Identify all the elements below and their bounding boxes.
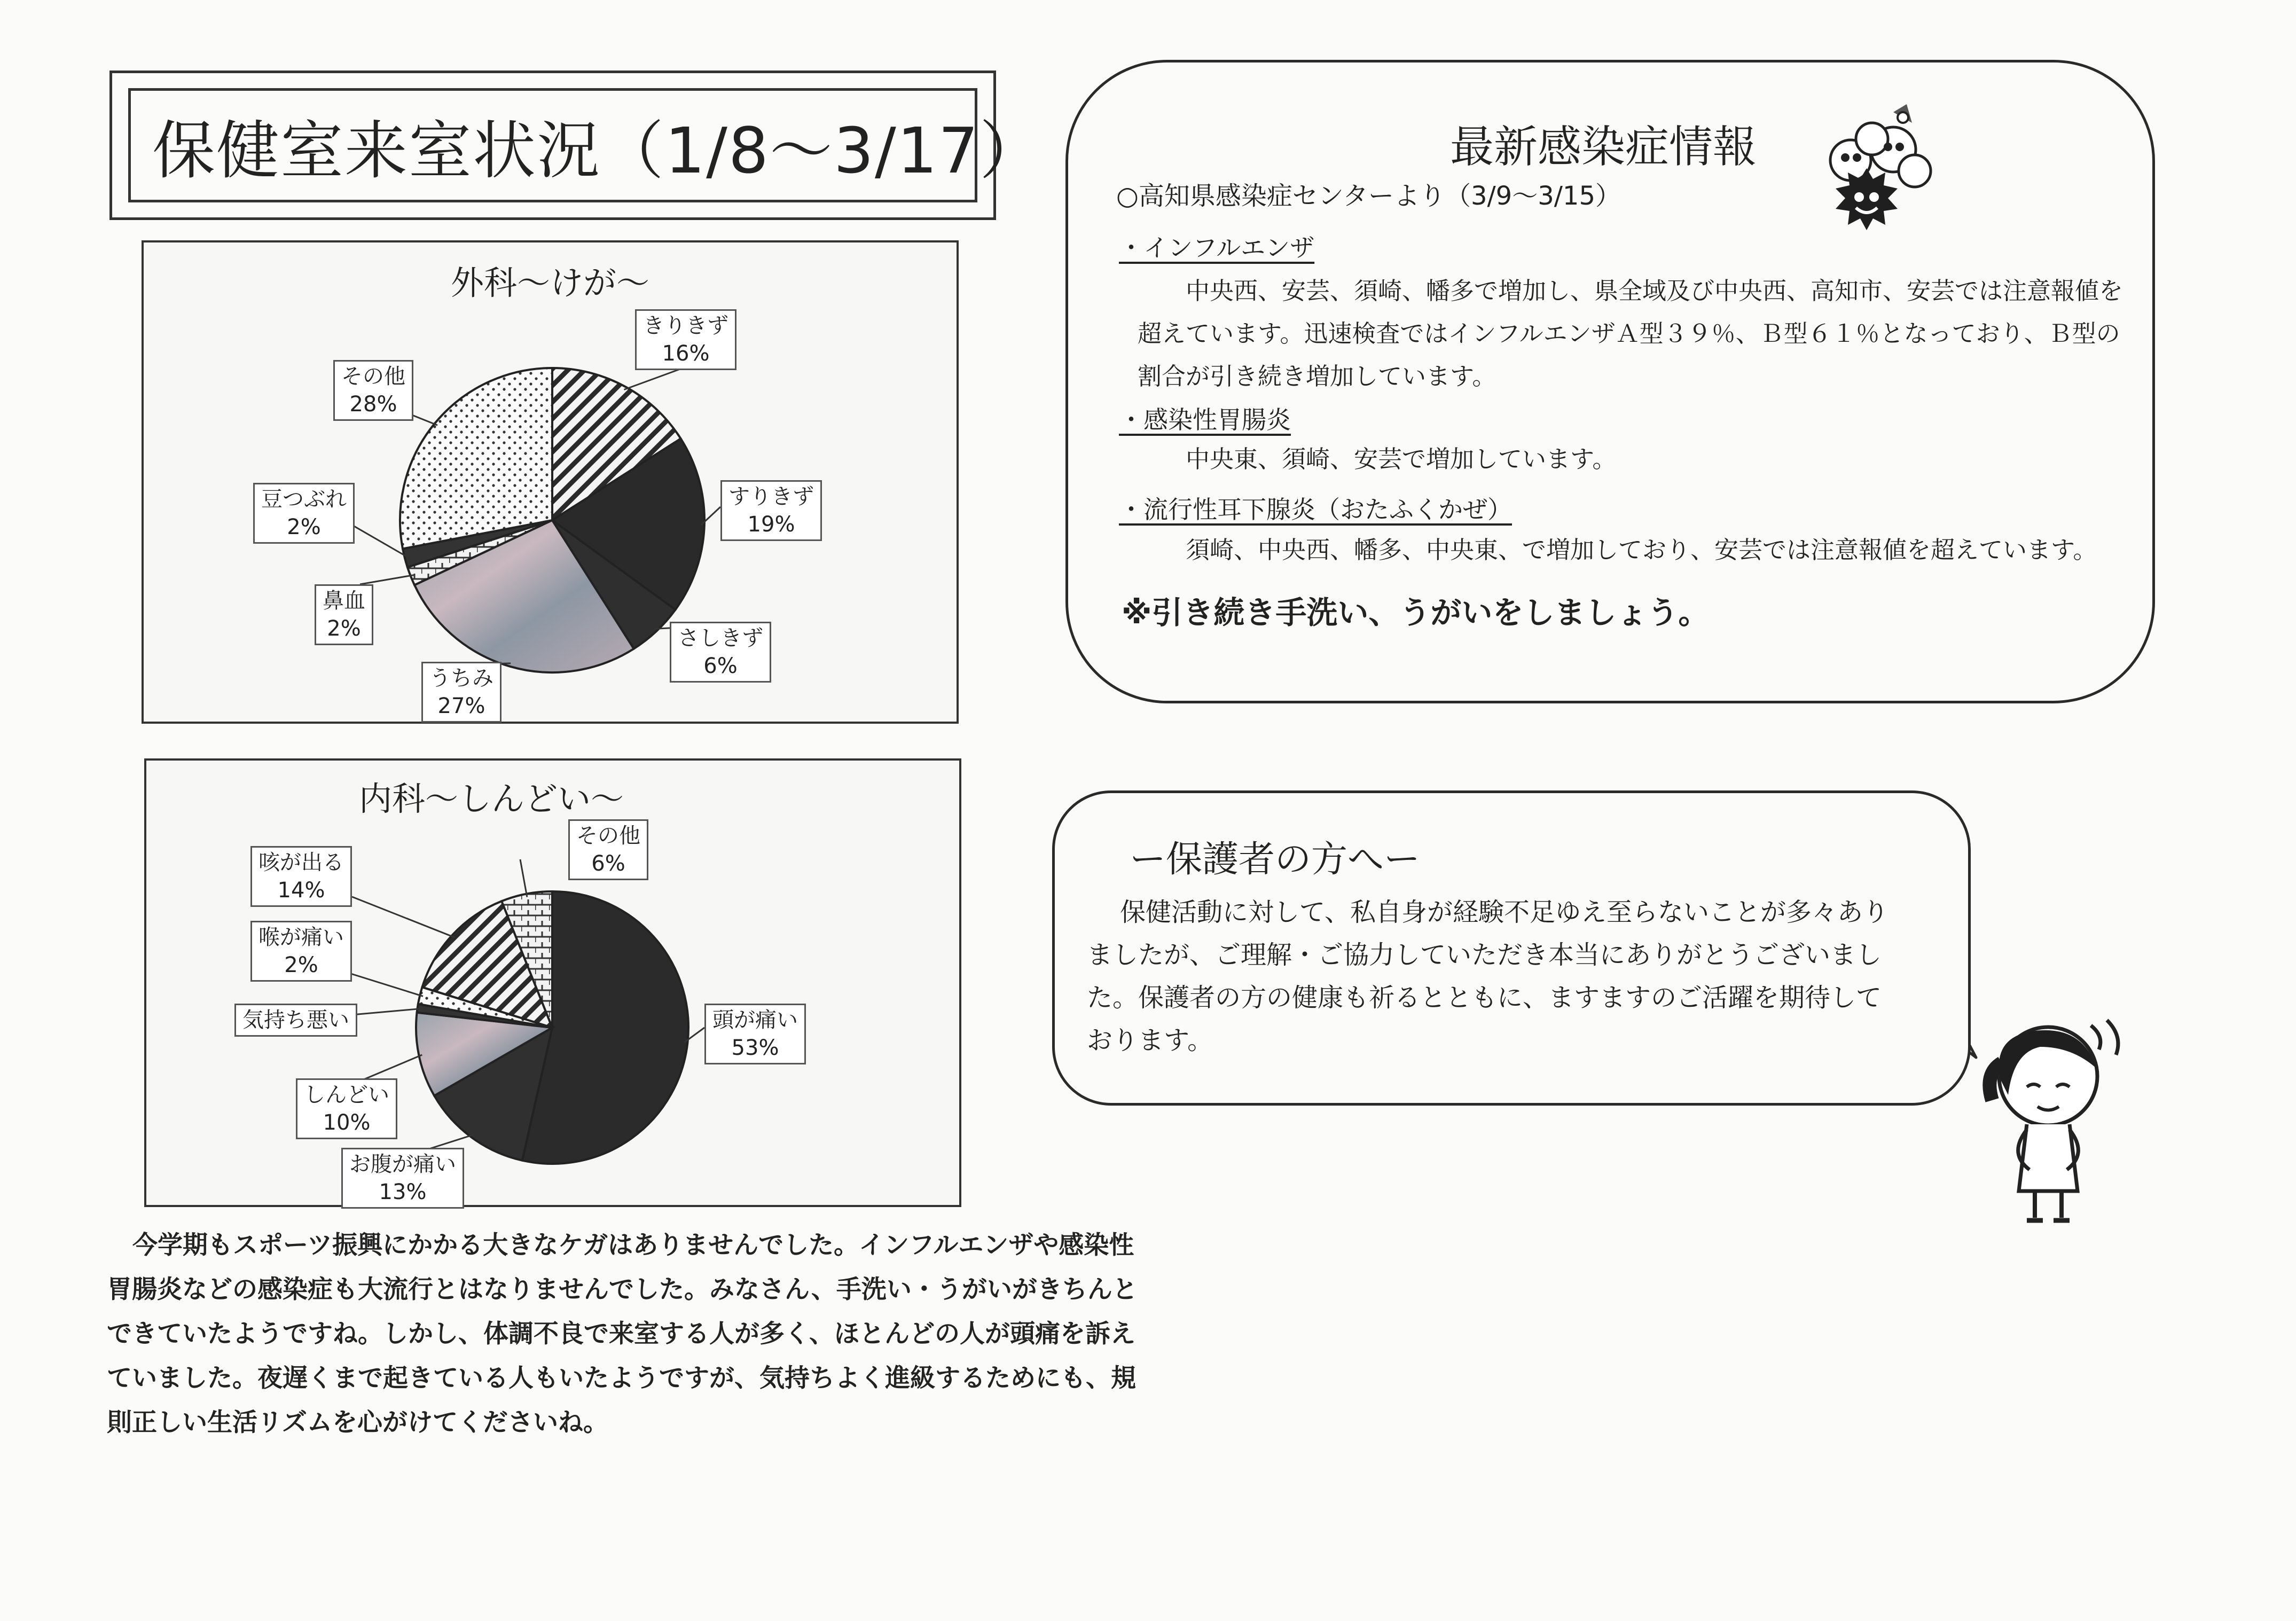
surgery-label-name: うちみ: [429, 666, 493, 691]
surgery-chart-title: 外科〜けが〜: [450, 263, 649, 302]
internal-label-value: 14%: [277, 878, 325, 903]
internal-label: [296, 1078, 397, 1139]
title-frame: [109, 71, 1044, 220]
guardian-message: 保健活動に対して、私自身が経験不足ゆえ至らないことが多々ありましたが、ご理解・ご協力していただき本当にありがとうございました。保護者の方の健康も祈るとともに、ますますのご活躍を期待しております。: [1087, 897, 1889, 1055]
surgery-label: [333, 360, 413, 421]
internal-pie: [146, 761, 963, 1209]
surgery-leader-line: [624, 368, 683, 390]
nurse-character-icon: [1976, 1015, 2147, 1239]
surgery-label-value: 19%: [747, 512, 795, 537]
infection-info-title: 最新感染症情報: [1450, 122, 1757, 173]
internal-label: [250, 921, 352, 982]
surgery-label-name: その他: [341, 364, 405, 389]
summary-paragraph: 今学期もスポーツ振興にかかる大きなケガはありませんでした。インフルエンザや感染性胃腸炎などの感染症も大流行とはなりませんでした。みなさん、手洗い・うがいがきちんとできていたようですね。しかし、体調不良で来室する人が多く、ほとんどの人が頭痛を訴えていました。夜遅くまで起きている人もいたようですが、気持ちよく進級するためにも、規則正しい生活リズムを心がけてくださいね。: [107, 1231, 1138, 1437]
internal-leader-line: [360, 1055, 422, 1081]
internal-label-value: 53%: [731, 1036, 779, 1060]
internal-chart-title: 内科〜しんどい〜: [358, 779, 624, 818]
surgery-label: [635, 309, 736, 370]
surgery-label-value: 6%: [703, 654, 738, 678]
surgery-label: [421, 662, 501, 723]
surgery-label-name: 鼻血: [323, 589, 365, 613]
surgery-label-value: 28%: [349, 392, 397, 417]
handwash-reminder: ※引き続き手洗い、うがいをしましょう。: [1122, 594, 1710, 631]
virus-mascot-icon: [1813, 101, 1941, 240]
surgery-label-value: 27%: [437, 694, 485, 718]
section-body-gastro: 中央東、須崎、安芸で増加しています。: [1186, 445, 1617, 473]
internal-label-value: 13%: [379, 1180, 427, 1204]
section-body-mumps: 須崎、中央西、幡多、中央東、で増加しており、安芸では注意報値を超えています。: [1186, 536, 2097, 564]
infection-source: ○高知県感染症センターより（3/9〜3/15）: [1116, 181, 1621, 211]
internal-label-name: お腹が痛い: [349, 1152, 456, 1177]
surgery-chart-frame: [142, 240, 959, 724]
internal-label: [704, 1004, 806, 1064]
surgery-label-value: 2%: [287, 515, 321, 539]
surgery-slice-6: [400, 368, 552, 549]
section-body-influenza: 中央西、安芸、須崎、幡多で増加し、県全域及び中央西、高知市、安芸では注意報値を超えています。迅速検査ではインフルエンザＡ型３９％、Ｂ型６１％となっており、Ｂ型の割合が引き続き増加しています。: [1138, 277, 2123, 390]
surgery-label-name: きりきず: [643, 314, 728, 338]
internal-label: [234, 1004, 357, 1037]
surgery-label-name: すりきず: [728, 484, 814, 509]
internal-label: [341, 1148, 464, 1209]
surgery-leader-line: [360, 575, 414, 584]
internal-label-value: 10%: [323, 1110, 371, 1135]
surgery-label-value: 16%: [662, 341, 710, 366]
internal-label-name: 頭が痛い: [712, 1008, 798, 1032]
internal-label-name: 喉が痛い: [258, 925, 344, 950]
internal-label: [250, 846, 352, 907]
internal-leader-line: [352, 897, 455, 937]
surgery-label-name: さしきず: [678, 626, 763, 651]
surgery-label-name: 豆つぶれ: [261, 487, 347, 512]
internal-label-name: 気持ち悪い: [242, 1008, 349, 1032]
internal-leader-line: [520, 859, 527, 897]
guardian-title: ー保護者の方へー: [1130, 839, 1421, 881]
section-heading-gastro: ・感染性胃腸炎: [1119, 405, 1291, 434]
internal-label-value: 6%: [591, 851, 625, 876]
internal-label-name: その他: [576, 824, 640, 848]
internal-label-name: 咳が出る: [258, 850, 344, 875]
surgery-label: [720, 480, 822, 541]
surgery-label-value: 2%: [327, 616, 361, 641]
internal-leader-line: [344, 972, 423, 996]
surgery-label: [253, 483, 355, 544]
surgery-label: [670, 622, 771, 683]
internal-label: [568, 819, 648, 880]
internal-label-name: しんどい: [304, 1083, 389, 1107]
section-heading-influenza: ・インフルエンザ: [1119, 233, 1315, 262]
surgery-label: [315, 584, 373, 645]
section-heading-mumps: ・流行性耳下腺炎（おたふくかぜ）: [1119, 495, 1512, 524]
page-title: 保健室来室状況（1/8〜3/17）: [128, 88, 977, 202]
internal-chart-frame: [144, 758, 961, 1207]
internal-label-value: 2%: [284, 953, 318, 977]
